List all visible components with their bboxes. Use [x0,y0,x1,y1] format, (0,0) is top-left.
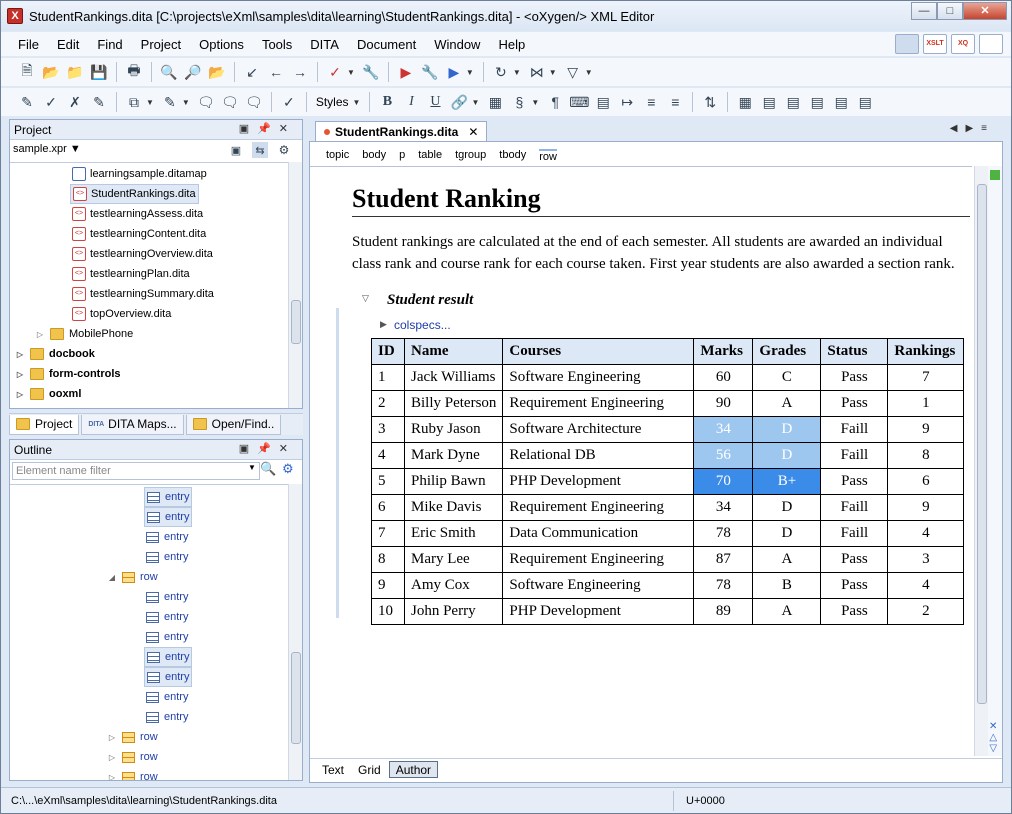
table-row [372,417,964,443]
collapse-icon[interactable]: ◢ [108,572,116,582]
cell[interactable]: Billy Peterson [405,391,503,417]
cell[interactable]: Requirement Engineering [503,495,694,521]
cell[interactable]: Jack Williams [405,365,503,391]
table-row [372,443,964,469]
close-tab-icon[interactable]: ✕ [468,124,479,139]
print-icon[interactable]: 🖶 [127,62,141,78]
cell[interactable]: Requirement Engineering [503,547,694,573]
project-panel-title: Project [14,123,52,137]
cell[interactable]: 34 [694,495,753,521]
menu-bar [1,32,1011,56]
cell[interactable]: 90 [694,391,753,417]
selected-cell[interactable]: 34 [694,417,753,443]
dita-file-icon: <> [72,247,86,261]
mode-grid-tab[interactable]: Grid [352,760,387,780]
outline-entry[interactable]: entry [146,687,188,707]
cell[interactable]: A [753,599,821,625]
section-icon[interactable]: § [515,94,524,110]
cell[interactable]: PHP Development [503,469,694,495]
col-header-grades[interactable]: Grades [753,339,821,365]
editor-tab-label: StudentRankings.dita [335,124,459,139]
window-title: StudentRankings.dita [C:\projects\eXml\samples\dita\learning\StudentRankings.dita] - <oXygen/> XML Editor [29,8,655,24]
database-perspective-icon[interactable] [979,34,1003,54]
edit-comment-icon[interactable]: 🗨 [220,93,239,110]
section-collapse-icon[interactable]: ▽ [362,293,369,303]
cell[interactable]: Faill [821,495,888,521]
cell[interactable]: Software Engineering [503,365,694,391]
link-with-editor-icon[interactable]: ⇆ [252,142,268,158]
scroll-nav-icon[interactable]: ✕ △ ▽ [989,721,998,754]
find-in-files-icon[interactable]: 🔎 [184,63,202,80]
search-replace-icon[interactable]: ▤ [596,93,610,110]
outline-entry[interactable]: entry [144,667,192,687]
outline-panel-title: Outline [14,443,53,457]
configure-transformation-icon[interactable]: 🔧 [421,63,439,80]
dita-file-icon: <> [73,187,87,201]
title-bar [1,1,1011,31]
outline-entry[interactable]: entry [146,607,188,627]
table-row [372,495,964,521]
crumb-tgroup[interactable]: tgroup [455,149,487,161]
tree-file[interactable]: <> testlearningOverview.dita [72,244,213,264]
link-icon[interactable]: 🔗 [450,93,469,110]
entry-icon [146,552,159,563]
cell[interactable]: 3 [372,417,405,443]
open-find-tab-icon [193,418,207,430]
crumb-body[interactable]: body [362,149,387,161]
xslt-perspective-icon[interactable]: XSLT [923,34,947,54]
col-header-courses[interactable]: Courses [503,339,694,365]
mode-author-tab[interactable]: Author [389,761,438,778]
project-selector[interactable]: sample.xpr ▼ [13,143,81,155]
cell[interactable]: 6 [888,469,964,495]
entry-icon [146,592,159,603]
selected-cell[interactable]: D [753,443,821,469]
entry-icon [146,692,159,703]
cell[interactable]: 4 [888,521,964,547]
table-row [372,391,964,417]
insert-table-icon[interactable]: ▦ [738,93,752,110]
open-find-icon[interactable]: 📂 [208,63,226,80]
menu-dita[interactable]: DITA [310,36,339,52]
dita-file-icon: <> [72,207,86,221]
author-document[interactable] [310,166,972,756]
expand-icon[interactable]: ▷ [36,329,44,339]
highlight-icon[interactable]: ✎ [164,93,176,110]
outline-panel-header [10,440,302,460]
cell[interactable]: 1 [888,391,964,417]
cell[interactable]: 10 [372,599,405,625]
row-icon [122,752,135,763]
close-button[interactable]: ✕ [963,2,1007,20]
filter-dropdown-icon[interactable]: ▼ [248,463,256,472]
cell[interactable]: 9 [888,417,964,443]
list-item-icon[interactable]: ↦ [621,93,634,110]
cell[interactable]: Pass [821,391,888,417]
remove-comment-icon[interactable]: 🗨 [244,93,263,110]
cell[interactable]: B [753,573,821,599]
folder-icon [30,388,44,400]
status-unicode: U+0000 [673,791,725,811]
row-icon [122,772,135,781]
status-file-path: C:\...\eXml\samples\dita\learning\StudentRankings.dita [11,794,277,807]
expand-icon[interactable]: ▷ [16,369,24,379]
status-bar [1,787,1011,813]
scroll-thumb[interactable] [291,652,301,744]
ditamap-file-icon [72,167,86,181]
filter-icon[interactable]: ▽ [567,63,579,80]
refresh-icon[interactable]: ↻ [494,63,507,80]
tree-file[interactable]: <> testlearningSummary.dita [72,284,214,304]
row-icon [122,572,135,583]
outline-entry[interactable]: entry [144,507,192,527]
cell[interactable]: 87 [694,547,753,573]
element-filter-input[interactable]: Element name filter [12,462,260,480]
folder-icon [50,328,64,340]
col-header-id[interactable]: ID [372,339,405,365]
cell[interactable]: 9 [888,495,964,521]
dita-file-icon: <> [72,267,86,281]
xpath-icon[interactable]: ⋈ [529,63,544,80]
cell[interactable]: Philip Bawn [405,469,503,495]
cell[interactable]: Relational DB [503,443,694,469]
outline-row[interactable]: ▷ row [106,767,158,780]
cell[interactable]: 8 [888,443,964,469]
project-scrollbar[interactable] [288,162,302,408]
crumb-topic[interactable]: topic [326,149,350,161]
crumb-tbody[interactable]: tbody [499,149,527,161]
dita-file-icon: <> [72,307,86,321]
cell[interactable]: 1 [372,365,405,391]
cell[interactable]: Eric Smith [405,521,503,547]
cell[interactable]: 3 [888,547,964,573]
search-icon[interactable]: 🔍 [260,461,277,476]
underline-icon[interactable]: U [430,94,441,109]
entry-icon [146,712,159,723]
cell[interactable]: Pass [821,573,888,599]
dita-file-icon: <> [72,287,86,301]
intro-paragraph: Student rankings are calculated at the end of each semester. All students are awarded an individual class rank and course rank for each course taken. First year students are also awarded a section rank. [352,234,955,272]
open-url-icon[interactable]: 📁 [66,63,84,80]
collapse-all-icon[interactable]: ▣ [230,144,242,157]
delete-column-icon[interactable]: ▤ [834,93,848,110]
menu-file[interactable]: File [18,36,39,52]
col-header-rankings[interactable]: Rankings [888,339,964,365]
settings-gear-icon[interactable]: ⚙ [278,143,290,157]
table-row [372,547,964,573]
crumb-p[interactable]: p [399,149,406,161]
table-row [372,469,964,495]
insert-image-icon[interactable]: ▦ [488,93,502,110]
outline-entry[interactable]: entry [146,527,188,547]
tree-file[interactable]: <> testlearningAssess.dita [72,204,203,224]
tree-file[interactable]: <> testlearningContent.dita [72,224,206,244]
project-panel-header [10,120,302,140]
section-title: Student result [387,292,474,308]
cell[interactable]: 7 [888,365,964,391]
back-arrow-icon[interactable]: ← [269,64,283,80]
cell[interactable]: Faill [821,521,888,547]
cell[interactable]: D [753,495,821,521]
editor-mode-tabs [310,758,1002,780]
save-icon[interactable]: 💾 [90,63,108,80]
configure-validation-icon[interactable]: 🔧 [362,63,380,80]
outline-tree [10,484,288,780]
tab-navigation-icon[interactable]: ◀▶≡ [949,123,995,134]
outline-entry[interactable]: entry [144,647,192,667]
outline-entry[interactable]: entry [146,627,188,647]
bold-icon[interactable]: B [382,94,393,109]
cell[interactable]: John Perry [405,599,503,625]
outline-entry[interactable]: entry [146,547,188,567]
validation-ok-icon [990,170,1000,180]
folder-icon [30,348,44,360]
dita-tab-icon: DITA [88,420,105,428]
tab-dita-maps[interactable]: DITA DITA Maps... [81,415,183,435]
unordered-list-icon[interactable]: ≡ [647,94,656,110]
outline-entry[interactable]: entry [144,487,192,507]
project-name: sample.xpr [13,143,67,155]
validation-ruler [988,166,1002,756]
cell[interactable]: Software Architecture [503,417,694,443]
copy-icon[interactable]: ⧉ [129,93,139,110]
col-header-marks[interactable]: Marks [694,339,753,365]
reject-change-icon[interactable]: ✗ [69,93,81,110]
table-row [372,599,964,625]
insert-column-icon[interactable]: ▤ [786,93,800,110]
forward-arrow-icon[interactable]: → [293,64,307,80]
tab-open-find[interactable]: Open/Find.. [186,415,282,435]
table-properties-icon[interactable]: ▤ [858,93,872,110]
tree-file[interactable]: learningsample.ditamap [72,164,207,184]
entry-icon [146,532,159,543]
table-header-row [372,339,964,365]
cell[interactable]: 7 [372,521,405,547]
outline-scrollbar[interactable] [288,484,302,780]
col-header-status[interactable]: Status [821,339,888,365]
scroll-thumb[interactable] [291,300,301,344]
project-tree [10,162,288,408]
cell[interactable]: 9 [372,573,405,599]
editor-tab[interactable] [315,121,487,141]
comment-icon[interactable]: ✎ [93,93,105,110]
maximize-button[interactable]: □ [937,2,963,20]
table-margin-bar [336,308,339,618]
cell[interactable]: Pass [821,365,888,391]
folder-icon [30,368,44,380]
cell[interactable]: Requirement Engineering [503,391,694,417]
cell[interactable]: Pass [821,469,888,495]
oxygen-app-icon: X [7,8,23,24]
selected-cell[interactable]: 56 [694,443,753,469]
selected-cell[interactable]: D [753,417,821,443]
menu-edit[interactable]: Edit [56,36,80,52]
outline-panel [9,439,303,781]
find-icon[interactable]: 🔍 [160,63,178,80]
validate-icon[interactable]: ✓ [329,63,341,80]
menu-project[interactable]: Project [140,36,182,52]
cell[interactable]: Mike Davis [405,495,503,521]
page-title: Student Ranking [352,184,970,217]
author-toolbar: ✎ ✓ ✗ ✎ ⧉ ▼ ✎ ▼ 🗨 🗨 🗨 ✓ Styles ▼ B I U 🔗 ▼ ▦ § ▼ ¶ ⌨ ▤ ↦ ≡ ≡ ⇅ ▦ ▤ ▤ ▤ ▤ ▤ [1,88,1011,116]
editor-area [309,141,1003,783]
table-row [372,573,964,599]
codeblock-icon[interactable]: ⌨ [569,93,590,110]
tree-folder[interactable]: ▷ form-controls [14,364,121,384]
sort-icon[interactable]: ⇅ [704,93,717,110]
mode-text-tab[interactable]: Text [316,760,350,780]
scroll-thumb[interactable] [977,184,987,704]
entry-icon [147,652,160,663]
cell[interactable]: Faill [821,417,888,443]
expand-icon[interactable]: ▷ [16,349,24,359]
colspecs-link[interactable]: colspecs... [394,318,451,332]
cell[interactable]: Ruby Jason [405,417,503,443]
cell[interactable]: 2 [888,599,964,625]
expand-icon[interactable]: ▷ [108,752,116,762]
ordered-list-icon[interactable]: ≡ [671,94,680,110]
review-icon[interactable]: ✓ [282,93,295,110]
entry-icon [146,612,159,623]
cell[interactable]: 2 [372,391,405,417]
col-header-name[interactable]: Name [405,339,503,365]
cell[interactable]: 78 [694,521,753,547]
minimize-button[interactable]: — [911,2,937,20]
entry-icon [147,512,160,523]
panel-controls[interactable]: ▣📌✕ [238,123,296,135]
go-last-edit-icon[interactable]: ↙ [246,63,258,80]
open-folder-icon[interactable]: 📂 [42,63,60,80]
row-icon [122,732,135,743]
cell[interactable]: 89 [694,599,753,625]
selected-cell[interactable]: B+ [753,469,821,495]
cell[interactable]: Mary Lee [405,547,503,573]
cell[interactable]: D [753,521,821,547]
outline-row[interactable]: ▷ row [106,747,158,767]
debug-scenario-icon[interactable]: ▶ [448,63,460,80]
cell[interactable]: 60 [694,365,753,391]
tab-project[interactable]: Project [9,415,79,435]
cell[interactable]: A [753,391,821,417]
cell[interactable]: 4 [888,573,964,599]
xquery-perspective-icon[interactable]: XQ [951,34,975,54]
cell[interactable]: Faill [821,443,888,469]
cell[interactable]: PHP Development [503,599,694,625]
table-row [372,365,964,391]
tree-folder[interactable]: ▷ ooxml [14,384,81,404]
menu-options[interactable]: Options [199,36,244,52]
cell[interactable]: 8 [372,547,405,573]
new-file-icon[interactable]: 🗎 [21,62,33,78]
tree-folder[interactable]: ▷ MobilePhone [34,324,133,344]
outline-row[interactable]: ◢ row [106,567,158,587]
editor-scrollbar[interactable] [974,166,988,756]
delete-row-icon[interactable]: ▤ [810,93,824,110]
cell[interactable]: Software Engineering [503,573,694,599]
menu-help[interactable]: Help [498,36,526,52]
apply-transformation-icon[interactable]: ▶ [400,63,412,80]
rankings-table [371,338,964,625]
menu-document[interactable]: Document [356,36,417,52]
cell[interactable]: Data Communication [503,521,694,547]
cell[interactable]: 6 [372,495,405,521]
settings-gear-icon[interactable]: ⚙ [282,461,294,476]
cell[interactable]: 4 [372,443,405,469]
cell[interactable]: 5 [372,469,405,495]
cell[interactable]: Pass [821,599,888,625]
expand-icon[interactable]: ▷ [16,389,24,399]
styles-dropdown[interactable]: Styles [315,95,349,109]
cell[interactable]: A [753,547,821,573]
cell[interactable]: C [753,365,821,391]
panel-controls[interactable]: ▣📌✕ [238,443,296,455]
outline-entry[interactable]: entry [146,707,188,727]
breadcrumb [326,149,570,163]
italic-icon[interactable]: I [409,94,414,109]
cell[interactable]: 78 [694,573,753,599]
crumb-row[interactable]: row [539,151,557,163]
expand-icon[interactable]: ▷ [108,772,116,780]
editor-perspective-icon[interactable] [895,34,919,54]
edit-attributes-icon[interactable]: ✎ [21,93,33,110]
project-tab-icon [16,418,30,430]
outline-row[interactable]: ▷ row [106,727,158,747]
selected-cell[interactable]: 70 [694,469,753,495]
accept-change-icon[interactable]: ✓ [45,93,57,110]
insert-row-below-icon[interactable]: ▤ [762,93,776,110]
entry-icon [146,632,159,643]
colspecs-expand-icon[interactable]: ▶ [380,319,387,329]
outline-entry[interactable]: entry [146,587,188,607]
expand-icon[interactable]: ▷ [108,732,116,742]
modified-indicator-icon [324,129,330,135]
tree-file[interactable]: <> testlearningPlan.dita [72,264,190,284]
side-tabs [9,413,303,435]
cell[interactable]: Pass [821,547,888,573]
project-panel [9,119,303,409]
menu-window[interactable]: Window [434,36,481,52]
tree-file-selected[interactable]: <> StudentRankings.dita [70,184,199,204]
add-comment-icon[interactable]: 🗨 [196,93,215,110]
table-row [372,521,964,547]
entry-icon [147,492,160,503]
cell[interactable]: Mark Dyne [405,443,503,469]
cell[interactable]: Amy Cox [405,573,503,599]
paragraph-icon[interactable]: ¶ [551,94,560,110]
entry-icon [147,672,160,683]
crumb-table[interactable]: table [418,149,443,161]
menu-tools[interactable]: Tools [261,36,293,52]
dita-file-icon: <> [72,227,86,241]
tree-file[interactable]: <> topOverview.dita [72,304,171,324]
tree-folder[interactable]: ▷ docbook [14,344,95,364]
menu-find[interactable]: Find [97,36,123,52]
main-toolbar: 🗎 📂 📁 💾 🖶 🔍 🔎 📂 ↙ ← → ✓ ▼ 🔧 ▶ 🔧 ▶ ▼ ↻ ▼ ⋈ ▼ ▽ ▼ [1,58,1011,86]
